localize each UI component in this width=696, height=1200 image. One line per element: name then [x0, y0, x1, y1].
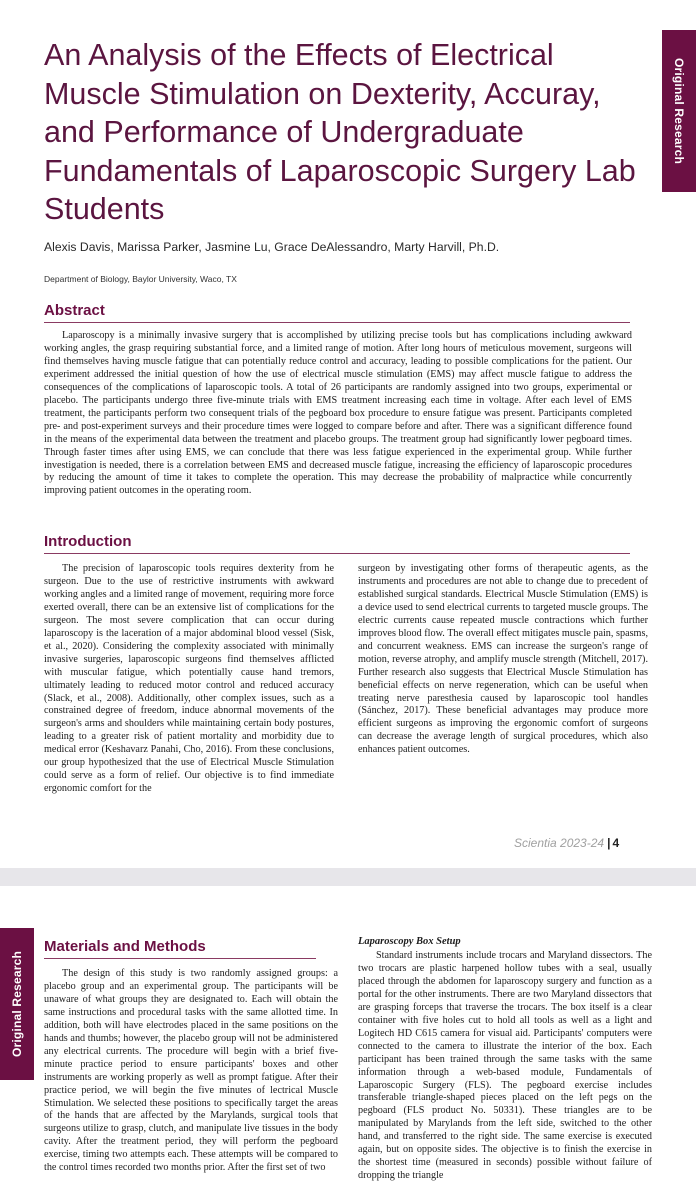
original-research-tab — [0, 928, 34, 1080]
article-title: An Analysis of the Effects of Electrical Muscle Stimulation on Dexterity, Accuray, and Performance of Undergraduate Fundamentals of Laparoscopic Surgery Lab Students — [44, 38, 636, 226]
abstract-body — [44, 330, 632, 498]
authors: Alexis Davis, Marissa Parker, Jasmine Lu, Grace DeAlessandro, Marty Harvill, Ph.D. — [44, 240, 500, 254]
page-footer — [514, 836, 619, 850]
introduction-column-right — [358, 563, 648, 757]
footer-separator: | — [607, 836, 611, 850]
original-research-tab — [662, 30, 696, 192]
box-setup-paragraph: Standard instruments include trocars and Maryland dissectors. The two trocars are plastic harpened hollow tubes with a seal, usually placed through the abdomen for laparoscopy surgery and function as a portal for the other instruments. There are two Maryland dissectors that are grasping forceps that traverse the trocars. The box itself is a clear container with five holes cut to hold all tools as well as a light and Logitech HD C615 camera for visual aid. Participants' computers were connected to the camera to illustrate the interior of the box. Each participant has been trained through the same tasks with the same information through a web-based module, Fundamentals of Laparoscopic Surgery (FLS). The pegboard exercise includes transferable triangle-shaped pieces placed on the left pegs on the pegboard (FLS product No. 50331). These triangles are to be manipulated by Marylands from the left side, switched to the other hand, and transferred to the right side. The same exercise is executed again, but on opposite sides. The objective is to finish the exercise in the shortest time (measured in seconds) possible without failure of dropping the triangle — [358, 950, 652, 1182]
page-gap — [0, 868, 696, 886]
methods-body — [44, 968, 338, 1175]
journal-name: Scientia 2023-24 — [514, 836, 605, 850]
affiliation: Department of Biology, Baylor University, Waco, TX — [44, 274, 237, 284]
page-2 — [0, 886, 696, 1200]
abstract-divider — [44, 322, 630, 323]
methods-divider — [44, 958, 316, 959]
introduction-divider — [44, 553, 630, 554]
box-setup-heading: Laparoscopy Box Setup — [358, 936, 461, 947]
introduction-paragraph-continued: surgeon by investigating other forms of therapeutic agents, as the instruments and procedures are not able to change due to precedent of established surgical standards. Electrical Muscle Stimulation (EMS) is a device used to send electrical currents to targeted muscle groups. The electric currents cause repeated muscle contractions which further improves blood flow. The overall effect mitigates muscle pain, spasms, and concurrent weakness. EMS can increase the surgeon's range of motion, reverse atrophy, and amplify muscle strength (Mitchell, 2017). Further research also suggests that Electrical Muscle Stimulation has beneficial effects on nerve regeneration, which can be useful when treating nerve paresthesia caused by laparoscopic tool handles (Sánchez, 2017). These beneficial advantages may produce more efficient surgeons as improving the ergonomic comfort of surgeons can decrease the average length of surgical procedures, which also enhances patient outcomes. — [358, 563, 648, 756]
abstract-paragraph: Laparoscopy is a minimally invasive surgery that is accomplished by utilizing precise tools but has complications including awkward working angles, the grasp requiring substantial force, and a limited range of motion. After long hours of meticulous movement, surgeons will find themselves having muscle fatigue that can potentially reduce control and accuracy, leading to possible complications for the patient. Our experiment addressed the initial question of how the use of electrical muscle stimulation (EMS) may affect muscle fatigue to address the consequences of the complications of laparoscopic tools. A total of 26 participants are randomly assigned into two groups, experimental or placebo. The participants undergo three five-minute trials with EMS treatment increasing each time in voltage. After each level of EMS treatment, the participants perform two consequent trials of the pegboard box procedure to ensure fatigue was present. Participants completed pre- and post-experiment surveys and their procedure times were logged to compare before and after. There was a significant difference found in the means of the experimental data between the treatment and placebo groups. The treatment group had significantly lower pegboard times. Through faster times after using EMS, we can conclude that there was less fatigue experienced in the experimental group. While further investigation is needed, there is a correlation between EMS and decreased muscle fatigue, increasing the efficiency of laparoscopic procedures by reducing the amount of time it takes to complete the operation. This may decrease the probability of malpractice while concurrently improving patient outcomes in the operating room. — [44, 330, 632, 497]
introduction-column-left — [44, 563, 334, 796]
methods-paragraph: The design of this study is two randomly assigned groups: a placebo group and an experimental group. The participants will be unaware of what groups they are designated to. Each will obtain the same instructions and procedural tasks with the same allotted time. In addition, both will have electrodes placed in the same positions on the hands and thumbs; however, the placebo group will not be administered any electrical currents. The procedure will begin with a brief five-minute practice period to ensure participants' boxes and other instruments are working properly as well as prompt fatigue. After their practice period, we will begin the five minutes of lectrical Muscle Stimulation. We selected these positions to specifically target the areas of the hands that are affected by the Marylands, surgical tools that surgeons utilize to grasp, clutch, and manipulate live tissues in the body cavity. After the treatment period, they will perform the pegboard exercise, timing two attempts each. These attempts will be compared to the control times recorded two months prior. After the first set of two — [44, 968, 338, 1174]
introduction-paragraph: The precision of laparoscopic tools requires dexterity from he surgeon. Due to the use of restrictive instruments with awkward working angles and a limited range of movement, requiring more force exerted overall, there can be an extensive list of complications for the surgeon. The most severe complication that can occur during laparoscopy is the laceration of a major abdominal blood vessel (Sisk, et al., 2020). Considering the complexity associated with minimally invasive surgeries, laparoscopic surgeons find themselves afflicted with muscular fatigue, which potentially cause hand tremors, ultimately leading to reduced motor control and reduced accuracy (Slack, et al., 2008). Additionally, other complex issues, such as a constrained degree of freedom, induce abnormal movements of the surgeon's arms and shoulders while maintaining certain body postures, leading to a greater risk of patient mortality and morbidity due to medical error (Keshavarz Panahi, Cho, 2016). From these conclusions, our group hypothesized that the use of Electrical Muscle Stimulation could serve as a form of relief. Our objective is to find immediate ergonomic comfort for the — [44, 563, 334, 795]
tab-label: Original Research — [672, 57, 687, 165]
box-setup-body — [358, 950, 652, 1183]
introduction-heading: Introduction — [44, 533, 132, 550]
methods-heading: Materials and Methods — [44, 938, 206, 955]
abstract-heading: Abstract — [44, 302, 105, 319]
page-number: 4 — [612, 836, 620, 850]
tab-label: Original Research — [10, 950, 25, 1058]
